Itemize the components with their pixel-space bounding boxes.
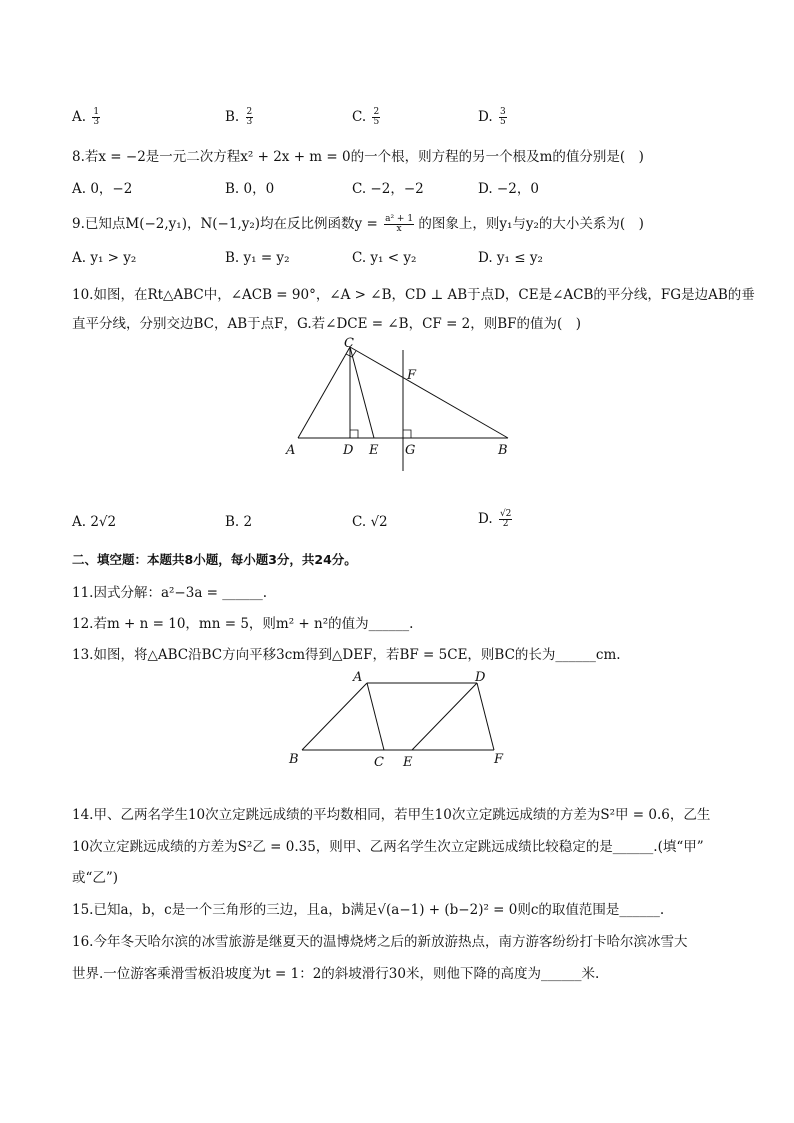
label-a: A xyxy=(353,670,363,685)
label-c: C xyxy=(344,336,354,351)
fraction xyxy=(499,510,512,529)
fraction-num: 3 xyxy=(499,107,506,117)
right-angle-mark-g xyxy=(403,430,411,438)
fraction-den: 5 xyxy=(499,117,506,127)
q9-option-c: C. y₁ < y₂ xyxy=(352,250,417,266)
option-text: 2 xyxy=(243,514,253,530)
q9-option-a: A. y₁ > y₂ xyxy=(72,250,137,266)
q9-option-b: B. y₁ = y₂ xyxy=(225,250,290,266)
q9-option-d: D. y₁ ≤ y₂ xyxy=(478,250,543,266)
right-angle-mark-d xyxy=(350,430,358,438)
fraction-num: 2 xyxy=(246,107,253,117)
q7-option-d xyxy=(478,108,507,127)
fraction xyxy=(92,108,100,127)
q8-option-a: A. 0，−2 xyxy=(72,181,133,197)
option-letter: D. xyxy=(478,109,493,125)
label-d: D xyxy=(343,443,354,458)
label-f: F xyxy=(494,752,504,767)
q9-stem-part-b: 的图象上，则y₁与y₂的大小关系为( ) xyxy=(418,216,644,232)
fraction xyxy=(499,108,507,127)
q10-option-d xyxy=(478,510,512,529)
q10-option-a xyxy=(72,514,116,530)
label-a: A xyxy=(286,443,296,458)
label-b: B xyxy=(289,752,299,767)
label-c: C xyxy=(374,755,384,770)
q14-line2: 10次立定跳远成绩的方差为S²乙 = 0.35，则甲、乙两名学生次立定跳远成绩比较稳定的是______.(填“甲” xyxy=(72,839,704,855)
segment-ca xyxy=(298,347,350,438)
q14-line3: 或“乙”) xyxy=(72,870,119,886)
fraction-num: a² + 1 xyxy=(385,214,414,224)
option-text: 2√2 xyxy=(90,514,117,530)
q7-option-b xyxy=(225,108,253,127)
segment-ac xyxy=(367,683,384,750)
fraction-num: 2 xyxy=(373,107,380,117)
option-letter: D. xyxy=(478,511,493,527)
label-d: D xyxy=(475,670,486,685)
label-g: G xyxy=(405,443,416,458)
label-e: E xyxy=(403,755,413,770)
option-text: √2 xyxy=(370,514,388,530)
fraction xyxy=(372,108,380,127)
fraction-num: √2 xyxy=(499,509,512,519)
q8-option-b: B. 0，0 xyxy=(225,181,275,197)
fraction-num: 1 xyxy=(93,107,100,117)
q7-option-a xyxy=(72,108,100,127)
q15-text: 15.已知a，b，c是一个三角形的三边，且a，b满足√(a−1) + (b−2)² = 0则c的取值范围是______. xyxy=(72,902,665,918)
q14-line1: 14.甲、乙两名学生10次立定跳远成绩的平均数相同，若甲生10次立定跳远成绩的方差为S²甲 = 0.6，乙生 xyxy=(72,807,711,823)
q7-option-c xyxy=(352,108,380,127)
fraction-den: 3 xyxy=(246,117,253,127)
q10-stem-line1: 10.如图，在Rt△ABC中，∠ACB = 90°，∠A > ∠B，CD ⊥ AB于点D，CE是∠ACB的平分线，FG是边AB的垂 xyxy=(72,287,755,303)
label-e: E xyxy=(369,443,379,458)
segment-de xyxy=(412,683,477,750)
q13-figure xyxy=(285,668,510,773)
q13-text: 13.如图，将△ABC沿BC方向平移3cm得到△DEF，若BF = 5CE，则BC的长为______cm. xyxy=(72,647,621,663)
option-letter: B. xyxy=(225,109,240,125)
q8-stem: 8.若x = −2是一元二次方程x² + 2x + m = 0的一个根，则方程的另一个根及m的值分别是( ) xyxy=(72,149,644,165)
fraction-den: x xyxy=(396,224,402,234)
segment-ab xyxy=(302,683,367,750)
q10-option-b xyxy=(225,514,252,530)
q16-line1: 16.今年冬天哈尔滨的冰雪旅游是继夏天的温博烧烤之后的新放游热点，南方游客纷纷打卡哈尔滨冰雪大 xyxy=(72,934,688,950)
q11-text: 11.因式分解：a²−3a = ______. xyxy=(72,585,268,601)
q10-option-c xyxy=(352,514,388,530)
option-letter: C. xyxy=(352,109,367,125)
q8-option-c: C. −2，−2 xyxy=(352,181,424,197)
fraction xyxy=(384,215,414,234)
fraction-den: 3 xyxy=(93,117,100,127)
segment-ce xyxy=(350,347,374,438)
q10-figure xyxy=(280,335,520,480)
q16-line2: 世界.一位游客乘滑雪板沿坡度为t = 1：2的斜坡滑行30米，则他下降的高度为______米. xyxy=(72,966,600,982)
label-b: B xyxy=(498,443,508,458)
option-letter: B. xyxy=(225,514,240,530)
q9-stem xyxy=(72,212,644,234)
segment-df xyxy=(477,683,494,750)
fraction-den: 5 xyxy=(373,117,380,127)
q12-text: 12.若m + n = 10，mn = 5，则m² + n²的值为______. xyxy=(72,616,414,632)
label-f: F xyxy=(407,368,417,383)
option-letter: A. xyxy=(72,514,87,530)
fraction xyxy=(246,108,254,127)
q8-option-d: D. −2，0 xyxy=(478,181,539,197)
segment-cb xyxy=(350,347,508,438)
option-letter: A. xyxy=(72,109,87,125)
section-title: 二、填空题：本题共8小题，每小题3分，共24分。 xyxy=(72,552,357,567)
q10-stem-line2: 直平分线，分别交边BC，AB于点F，G.若∠DCE = ∠B，CF = 2，则BF的值为( ) xyxy=(72,316,582,332)
fraction-den: 2 xyxy=(502,519,509,529)
q9-stem-part-a: 9.已知点M(−2,y₁)，N(−1,y₂)均在反比例函数y = xyxy=(72,216,378,232)
option-letter: C. xyxy=(352,514,367,530)
